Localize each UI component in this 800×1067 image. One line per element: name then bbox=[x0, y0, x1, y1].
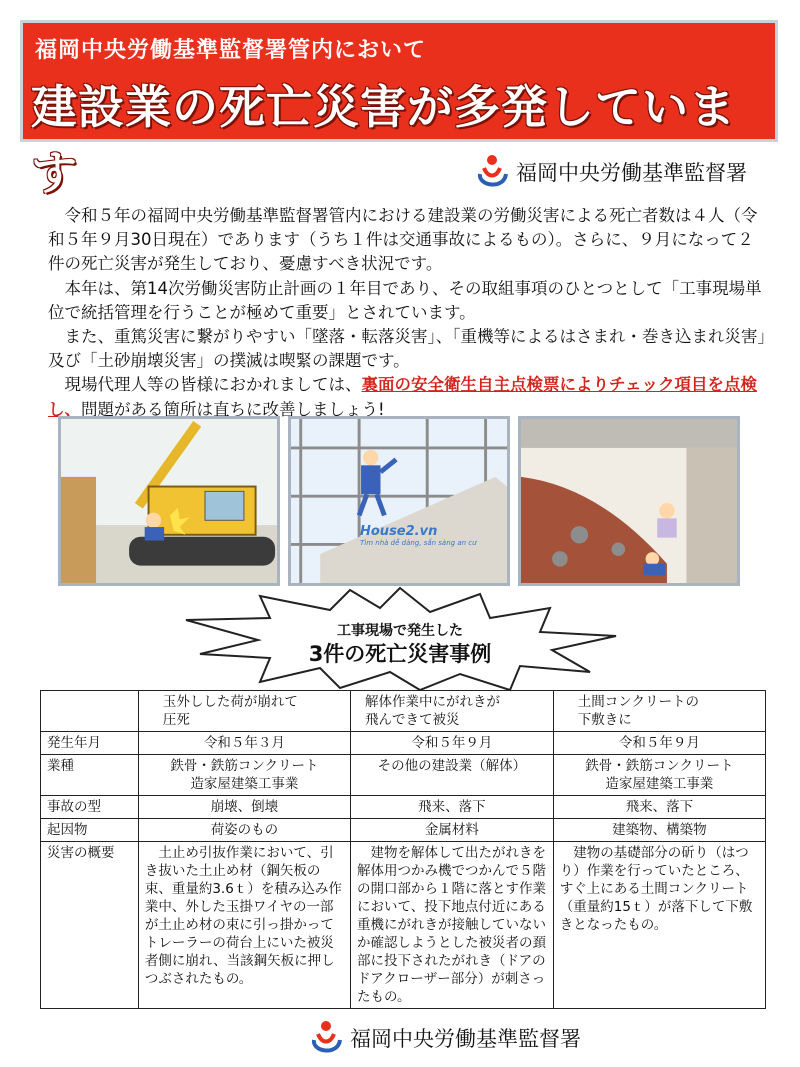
table-cell: 建築物、構築物 bbox=[553, 819, 765, 842]
fall-from-scaffold-illustration bbox=[288, 416, 510, 586]
table-cell: 令和５年３月 bbox=[138, 732, 350, 755]
intro-text bbox=[48, 204, 770, 422]
org-signature-top bbox=[474, 152, 747, 192]
paragraph-4-text: 現場代理人等の皆様におかれましては、 bbox=[64, 375, 362, 395]
table-row bbox=[41, 796, 766, 819]
case-title: 土間コンクリートの 下敷きに bbox=[553, 691, 765, 732]
paragraph-3-text: また、重篤災害に繋がりやすい「墜落・転落災害」、「重機等によるはさまれ・巻き込まれ災害」及び「土砂崩壊災害」の撲滅は喫緊の課題です。 bbox=[48, 327, 766, 371]
paragraph-4-end: 問題がある箇所は直ちに改善しましょう! bbox=[81, 399, 385, 419]
row-label: 業種 bbox=[41, 755, 139, 796]
table-row bbox=[41, 755, 766, 796]
header-banner bbox=[20, 20, 778, 200]
table-cell: 飛来、落下 bbox=[553, 796, 765, 819]
case-title: 玉外しした荷が崩れて 圧死 bbox=[138, 691, 350, 732]
watermark-subtext: Tìm nhà dễ dàng, sẵn sàng an cư bbox=[360, 539, 477, 547]
burst-line2: 3件の死亡災害事例 bbox=[308, 642, 492, 666]
cases-table bbox=[40, 690, 766, 1009]
checklist-callout: 裏面の安全衛生自主点検票によりチェック項目を点検し、 bbox=[48, 375, 758, 419]
row-label: 事故の型 bbox=[41, 796, 139, 819]
row-label: 発生年月 bbox=[41, 732, 139, 755]
table-row bbox=[41, 691, 766, 732]
soil-collapse-illustration bbox=[518, 416, 740, 586]
table-row bbox=[41, 842, 766, 1009]
header-subtitle: 福岡中央労働基準監督署管内において bbox=[35, 38, 427, 63]
header-title: 建設業の死亡災害が多発しています bbox=[31, 80, 736, 200]
paragraph-2-text: 本年は、第14次労働災害防止計画の１年目であり、その取組事項のひとつとして「工事現場単位で統括管理を行うことが極めて重要」とされています。 bbox=[48, 278, 762, 322]
person-ring-logo-icon bbox=[474, 152, 510, 192]
accident-summary: 建物の基礎部分の斫り（はつり）作業を行っていたところ、すぐ上にある土間コンクリート（重量約15ｔ）が落下して下敷きとなったもの。 bbox=[553, 842, 765, 1009]
person-ring-logo-icon bbox=[308, 1018, 344, 1058]
watermark bbox=[360, 524, 477, 547]
table-row bbox=[41, 732, 766, 755]
table-row bbox=[41, 819, 766, 842]
accident-summary: 建物を解体して出たがれきを解体用つかみ機でつかんで５階の開口部から１階に落とす作業において、投下地点付近にある重機にがれきが接触していないか確認しようとした被災者の頚部に投下されたがれき（ドアのドアクローザー部分）が刺さったもの。 bbox=[351, 842, 554, 1009]
paragraph-1-text: 令和５年の福岡中央労働基準監督署管内における建設業の労働災害による死亡者数は４人（令和５年９月30日現在）であります（うち１件は交通事故によるもの）。さらに、９月になって２件の死亡災害が発生しており、憂慮すべき状況です。 bbox=[48, 206, 758, 274]
table-cell: 飛来、落下 bbox=[351, 796, 554, 819]
table-cell: 鉄骨・鉄筋コンクリート 造家屋建築工事業 bbox=[553, 755, 765, 796]
case-title: 解体作業中にがれきが 飛んできて被災 bbox=[351, 691, 554, 732]
org-name: 福岡中央労働基準監督署 bbox=[516, 161, 747, 185]
row-label bbox=[41, 691, 139, 732]
paragraph-3 bbox=[48, 325, 770, 373]
paragraph-4 bbox=[48, 373, 770, 421]
org-name: 福岡中央労働基準監督署 bbox=[350, 1027, 581, 1051]
accident-summary: 土止め引抜作業において、引き抜いた土止め材（鋼矢板の束、重量約3.6ｔ）を積み込み作業中、外した玉掛ワイヤの一部が土止め材の束に引っ掛かってトレーラーの荷台上にいた被災者側に崩れ、当該鋼矢板に押しつぶされたもの。 bbox=[138, 842, 350, 1009]
table-cell: 金属材料 bbox=[351, 819, 554, 842]
table-cell: 崩壊、倒壊 bbox=[138, 796, 350, 819]
row-label: 災害の概要 bbox=[41, 842, 139, 1009]
crane-caught-illustration bbox=[58, 416, 280, 586]
org-signature-bottom bbox=[308, 1018, 581, 1058]
row-label: 起因物 bbox=[41, 819, 139, 842]
watermark-text: House2.vn bbox=[360, 524, 438, 539]
table-cell: 荷姿のもの bbox=[138, 819, 350, 842]
burst-line1: 工事現場で発生した bbox=[337, 623, 463, 639]
paragraph-1 bbox=[48, 204, 770, 277]
table-cell: 令和５年９月 bbox=[553, 732, 765, 755]
table-cell: その他の建設業（解体） bbox=[351, 755, 554, 796]
table-cell: 鉄骨・鉄筋コンクリート 造家屋建築工事業 bbox=[138, 755, 350, 796]
table-cell: 令和５年９月 bbox=[351, 732, 554, 755]
paragraph-2 bbox=[48, 277, 770, 325]
